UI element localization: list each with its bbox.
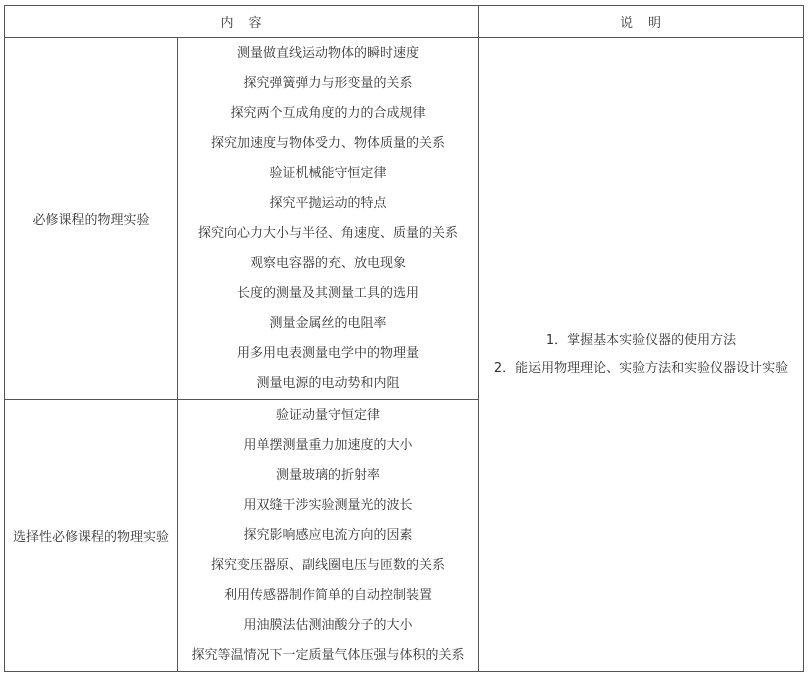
experiment-item: 利用传感器制作简单的自动控制装置 bbox=[223, 587, 432, 603]
experiment-item: 验证机械能守恒定律 bbox=[269, 165, 387, 181]
experiment-item: 探究等温情况下一定质量气体压强与体积的关系 bbox=[191, 647, 465, 663]
experiment-item: 用多用电表测量电学中的物理量 bbox=[236, 345, 419, 361]
header-content: 内 容 bbox=[5, 6, 479, 38]
description-line: 2．能运用物理理论、实验方法和实验仪器设计实验 bbox=[493, 360, 789, 376]
experiment-item: 探究两个互成角度的力的合成规律 bbox=[230, 105, 426, 121]
experiment-item: 探究变压器原、副线圈电压与匝数的关系 bbox=[210, 557, 445, 573]
experiment-item: 用单摆测量重力加速度的大小 bbox=[243, 437, 413, 453]
description-cell bbox=[479, 38, 804, 672]
group-row-required bbox=[5, 38, 804, 400]
experiment-item: 观察电容器的充、放电现象 bbox=[249, 255, 406, 271]
experiment-item: 测量电源的电动势和内阻 bbox=[256, 375, 400, 391]
experiment-item: 探究加速度与物体受力、物体质量的关系 bbox=[210, 135, 445, 151]
experiment-item: 测量玻璃的折射率 bbox=[275, 467, 380, 483]
experiment-item: 测量做直线运动物体的瞬时速度 bbox=[236, 45, 419, 61]
experiment-item: 用油膜法估测油酸分子的大小 bbox=[243, 617, 413, 633]
experiment-item: 探究弹簧弹力与形变量的关系 bbox=[243, 75, 413, 91]
experiment-item: 探究影响感应电流方向的因素 bbox=[243, 527, 413, 543]
experiment-table bbox=[4, 5, 804, 672]
experiment-item: 测量金属丝的电阻率 bbox=[269, 315, 387, 331]
experiment-item: 用双缝干涉实验测量光的波长 bbox=[243, 497, 413, 513]
experiment-item: 长度的测量及其测量工具的选用 bbox=[236, 285, 419, 301]
experiment-item: 验证动量守恒定律 bbox=[275, 407, 380, 423]
group-items bbox=[178, 400, 479, 672]
group-name: 必修课程的物理实验 bbox=[5, 38, 178, 400]
description-line: 1．掌握基本实验仪器的使用方法 bbox=[545, 332, 737, 348]
group-items bbox=[178, 38, 479, 400]
header-row bbox=[5, 6, 804, 38]
header-description: 说 明 bbox=[479, 6, 804, 38]
experiment-item: 探究向心力大小与半径、角速度、质量的关系 bbox=[197, 225, 458, 241]
group-name: 选择性必修课程的物理实验 bbox=[5, 400, 178, 672]
experiment-item: 探究平抛运动的特点 bbox=[269, 195, 387, 211]
